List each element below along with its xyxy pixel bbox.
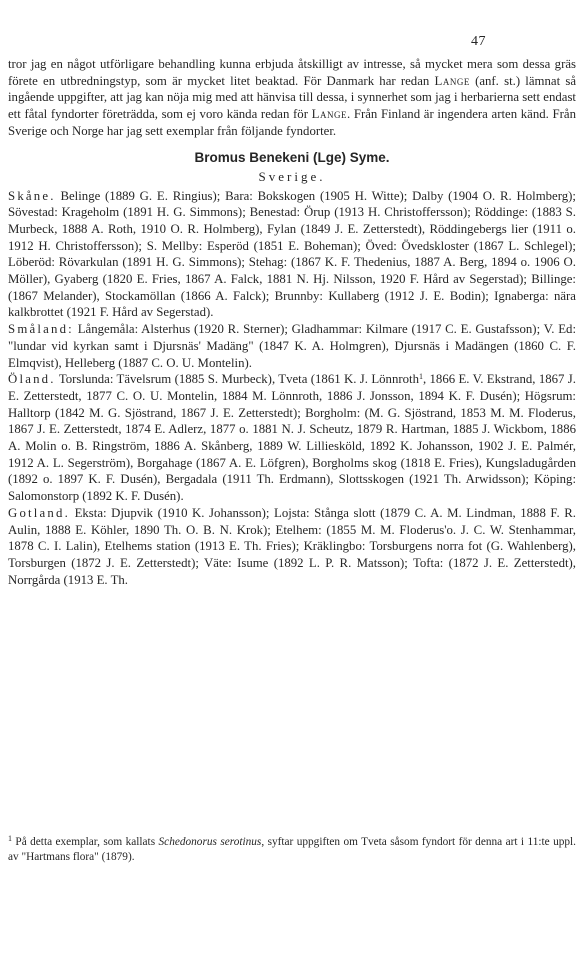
- intro-text-1: tror jag en något utförligare behandling kunna erbjuda åtskilligt av intresse, så mycket mera som dessa gräs förete en utbredningstyp, som är mycket litet beaktad. För Danmark har redan: [8, 57, 576, 88]
- main-text: [8, 56, 576, 588]
- author-lange: Lange: [434, 73, 470, 88]
- country-heading: Sverige.: [258, 168, 326, 184]
- region-paragraph-gotland: [8, 505, 576, 589]
- region-name: Öland.: [8, 372, 56, 387]
- region-paragraph-skane: [8, 188, 576, 322]
- footnote: [8, 835, 576, 865]
- footnote-text: , syftar uppgiften om Tveta såsom fyndort för denna art i 11:te uppl. av "Hartmans flora" (1879).: [8, 836, 576, 864]
- footnote-reference[interactable]: 1: [418, 372, 423, 382]
- intro-text-3: . Från Finland är ingendera arten känd. Från Sverige och Norge har jag sett exemplar från följande fyndorter.: [8, 107, 576, 138]
- page-number: 47: [471, 34, 486, 49]
- region-paragraph-smaland: [8, 321, 576, 371]
- author-lange: Lange: [311, 107, 347, 122]
- region-text: Torslunda: Tävelsrum (1885 S. Murbeck), Tveta (1861 K. J. Lönnroth: [55, 372, 419, 387]
- region-text: Belinge (1889 G. E. Ringius); Bara: Bokskogen (1905 H. Witte); Dalby (1904 O. R. Holmberg); Sövestad: Krageholm (1891 H. G. Simmons); Benestad: Örup (1913 H. Christoffersson); Röddinge: (1883 S. Murbeck, 1888 A. Roth, 1910 O. R. Holmberg), Fylan (1849 J. E. Zetterstedt), Röddingebergs lier (1911 o. 1912 H. Christoffersson); S. Mellby: Esperöd (1851 E. Boheman); Öved: Övedskloster (1867 L. Schlegel); Löberöd: Rövarkulan (1891 H. G. Simmons); Stehag: (1867 K. F. Thedenius, 1887 A. Berg, 1894 o. 1906 O. Möller), Gyaberg (1820 E. Fries, 1867 A. Falck, 1881 N. Hj. Nilsson, 1920 F. Hård av Segerstad); Billinge: (1867 Melander), Stockamöllan (1866 A. Falck); Brunnby: Kullaberg (1912 J. E. Bodin); Ignaberga: nära kalkbrottet (1921 F. Hård av Segerstad).: [8, 188, 576, 320]
- footnote-taxon: Schedonorus serotinus: [158, 836, 262, 849]
- region-name: Skåne.: [8, 188, 56, 203]
- species-heading: Bromus Benekeni (Lge) Syme.: [194, 149, 390, 165]
- region-text: Långemåla: Alsterhus (1920 R. Sterner); Gladhammar: Kilmare (1917 C. E. Gustafsson); V. Ed: "lundar vid kyrkan samt i Djursnäs' Madäng" (1847 K. A. Holmgren), Djursnäs i Madängen (1860 C. F. Elmqvist), Helleberg (1887 C. O. U. Montelin).: [8, 322, 576, 370]
- region-text: , 1866 E. V. Ekstrand, 1867 J. E. Zetterstedt, 1877 C. O. U. Montelin, 1884 M. Lönnroth, 1886 J. Jonsson, 1894 K. F. Dusén); Högsrum: Halltorp (1842 M. G. Sjöstrand, 1867 J. E. Zetterstedt); Borgholm: (M. G. Sjöstrand, 1853 M. M. Floderus, 1867 J. E. Zetterstedt, 1874 E. Adlerz, 1877 o. 1881 N. J. Scheutz, 1879 R. Hartman, 1885 J. Wickbom, 1886 A. Molin o. B. Ringström, 1886 A. Skånberg, 1889 W. Lilliesköld, 1892 K. Johansson, 1902 J. E. Palmér, 1912 A. L. Segerström), Borgahage (1867 A. E. Löfgren), Borgholms skog (1818 E. Fries), Kungsladugården (1892 o. 1897 K. F. Dusén), Bergadala (1911 Th. Erdmann), Slottsskogen (1921 Th. Arwidsson); Köping: Salomonstorp (1892 K. F. Dusén).: [8, 372, 576, 504]
- region-name: Gotland.: [8, 505, 71, 520]
- footnote-text: På detta exemplar, som kallats: [12, 836, 159, 849]
- intro-text-2: (anf. st.) lämnat så ingående uppgifter, att jag kan nöja mig med att hänvisa till dessa, i synnerhet som jag i herbarierna sett endast ett fåtal fyndorter företrädda, som ej voro kända redan för: [8, 73, 577, 122]
- region-paragraph-oland: [8, 371, 576, 505]
- region-text: Eksta: Djupvik (1910 K. Johansson); Lojsta: Stånga slott (1879 C. A. M. Lindman, 1888 F. R. Aulin, 1888 E. Köhler, 1890 Th. O. B. N. Krok); Etelhem: (1855 M. M. Floderus'o. J. C. W. Stenhammar, 1878 C. I. Lalin), Etelhems station (1913 E. Th. Fries); Kräklingbo: Torsburgens norra fot (G. Wahlenberg), Torsburgen (1872 J. E. Zetterstedt); Väte: Isume (1892 L. P. R. Matsson); Tofta: (1872 J. E. Zetterstedt), Norrgårda (1913 E. Th.: [8, 505, 576, 587]
- region-name: Småland:: [8, 322, 74, 337]
- intro-paragraph: [8, 56, 576, 140]
- footnote-mark: 1: [8, 834, 12, 844]
